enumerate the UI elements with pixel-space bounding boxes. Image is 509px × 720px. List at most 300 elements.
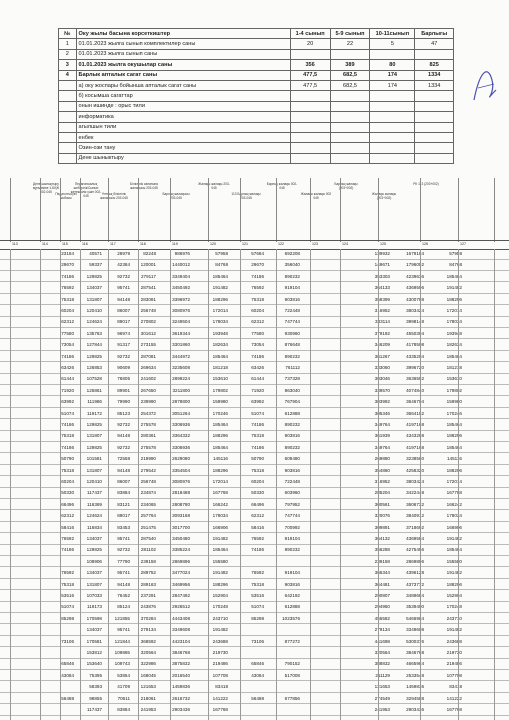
table-cell: 179802 (446, 387, 462, 393)
row-value (290, 91, 330, 101)
row-label: а) оку жоспары бойынша апталык сагат саны (76, 80, 290, 90)
table-cell: 243876 (140, 604, 156, 610)
header-c1: 1-4 сынып (290, 29, 330, 39)
table-cell: 4443408 (172, 615, 190, 621)
table-cell: 281102 (141, 547, 156, 553)
row-value (370, 49, 415, 59)
table-cell: 287540 (140, 536, 156, 541)
table-cell: 191482 (446, 570, 462, 576)
table-cell: 145116 (213, 456, 228, 462)
salary-grid (0, 249, 509, 720)
table-cell: 3846768 (406, 650, 424, 655)
row-value (330, 112, 370, 122)
table-cell: 4373772 (406, 581, 424, 587)
table-row (0, 557, 509, 568)
table-cell: 166242 (212, 501, 228, 507)
table-cell: 56488 (61, 695, 74, 701)
table-row (0, 295, 509, 306)
row-label: б) косымша сагаттар (76, 91, 290, 101)
summary-table (58, 28, 454, 164)
row-label: 01.01.2023 жылга сынып комплектилер саны (76, 39, 290, 49)
table-cell: 62312 (61, 513, 74, 519)
row-num (59, 101, 77, 111)
table-row (0, 454, 509, 465)
table-cell: 94148 (117, 581, 130, 587)
row-num (59, 132, 77, 142)
table-cell: 71920 (61, 387, 74, 393)
table-cell: 4343268 (406, 433, 424, 439)
table-cell: 3306936 (172, 444, 190, 450)
table-cell: 170246 (212, 410, 228, 416)
table-cell: 120001 (140, 262, 156, 268)
table-cell: 1440012 (172, 262, 190, 268)
table-cell: 3803424 (406, 308, 424, 313)
table-cell: 117437 (87, 490, 102, 496)
row-value (330, 153, 370, 163)
table-cell: 77580 (61, 330, 74, 336)
table-cell: 339570 (374, 387, 390, 393)
table-cell: 170246 (446, 410, 462, 416)
row-value (330, 101, 370, 111)
column-header: Жалақы жалақы 002 045 (300, 192, 332, 200)
table-cell: 370284 (140, 615, 156, 621)
table-cell: 96974 (117, 330, 130, 336)
table-cell: 1459836 (172, 684, 190, 690)
table-cell: 218061 (140, 695, 156, 701)
row-num (59, 143, 77, 153)
table-cell: 930960 (284, 330, 300, 336)
table-cell: 57958 (215, 251, 228, 256)
table-cell: 353303 (374, 273, 390, 279)
table-cell: 75318 (251, 433, 264, 439)
table-row (0, 329, 509, 340)
table-cell: 256748 (140, 308, 156, 313)
summary-row (59, 80, 454, 90)
table-cell: 141222 (446, 695, 462, 701)
table-cell: 63992 (61, 399, 74, 405)
table-cell: 309891 (374, 524, 390, 530)
table-row (0, 443, 509, 454)
table-cell: 283081 (140, 296, 156, 302)
row-value (370, 91, 415, 101)
grid-divider (378, 249, 379, 720)
table-cell: 239158 (140, 558, 156, 564)
table-cell: 188296 (212, 296, 228, 302)
signature-mark (470, 60, 500, 110)
table-cell: 349764 (374, 444, 390, 450)
table-cell: 2847492 (172, 593, 190, 598)
column-number: 115 (62, 242, 68, 246)
table-cell: 41709 (117, 684, 130, 690)
table-cell: 3840912 (406, 513, 424, 519)
table-cell: 135763 (86, 330, 102, 336)
header-divider (60, 178, 61, 242)
table-cell: 131807 (86, 467, 102, 473)
table-cell: 74186 (61, 273, 74, 279)
table-cell: 63426 (251, 365, 264, 370)
table-cell: 95741 (117, 627, 130, 633)
column-header: Педагогтың өз жобасы (55, 192, 77, 200)
table-cell: 3606732 (406, 501, 424, 507)
summary-row (59, 122, 454, 132)
table-cell: 167768 (212, 490, 228, 496)
table-cell: 903816 (284, 581, 300, 587)
table-cell: 116834 (87, 524, 102, 530)
table-cell: 5300376 (406, 638, 424, 644)
table-cell: 181218 (212, 365, 228, 370)
table-cell: 82248 (143, 251, 156, 256)
table-cell: 3238560 (406, 456, 424, 462)
table-cell: 3422448 (406, 490, 424, 496)
table-row (0, 614, 509, 625)
table-cell: 107528 (86, 376, 102, 382)
table-cell: 300561 (374, 501, 390, 507)
table-cell: 83418 (215, 684, 228, 690)
table-cell: 57684 (251, 251, 264, 256)
table-cell: 3354504 (172, 467, 190, 473)
row-value: 825 (415, 60, 454, 70)
table-cell: 98855 (89, 695, 102, 701)
table-cell: 119172 (87, 410, 102, 416)
table-cell: 127844 (86, 342, 102, 348)
table-row (0, 420, 509, 431)
table-cell: 722448 (284, 479, 300, 484)
table-cell: 3301860 (172, 342, 190, 348)
table-cell: 4239636 (406, 273, 424, 279)
table-cell: 241953 (140, 707, 156, 712)
header-divider (138, 178, 139, 242)
table-cell: 94148 (117, 433, 130, 439)
table-cell: 129825 (86, 547, 102, 553)
table-cell: 2616732 (172, 695, 190, 701)
table-cell: 85298 (251, 615, 264, 621)
table-cell: 3080976 (172, 308, 190, 313)
table-cell: 455582 (374, 615, 390, 621)
table-cell: 747744 (284, 513, 300, 519)
table-cell: 185464 (446, 444, 462, 450)
table-cell: 219486 (212, 661, 228, 667)
table-cell: 179802 (212, 387, 228, 393)
row-value: 20 (290, 39, 330, 49)
table-cell: 388832 (374, 661, 390, 667)
grid-divider (494, 249, 495, 720)
table-cell: 107033 (86, 593, 102, 598)
table-cell: 63992 (251, 399, 264, 405)
table-cell: 83884 (117, 490, 130, 496)
table-cell: 58393 (89, 684, 102, 690)
table-cell: 237291 (140, 593, 156, 598)
header-divider (208, 178, 209, 242)
table-cell: 76805 (117, 376, 130, 382)
table-row (0, 568, 509, 579)
table-cell: 134037 (86, 285, 102, 291)
table-cell: 188296 (212, 433, 228, 439)
row-value (415, 112, 454, 122)
table-cell: 76592 (251, 570, 264, 576)
grid-divider (80, 249, 81, 720)
table-cell: 919104 (284, 570, 300, 576)
column-number: 114 (42, 242, 48, 246)
column-header: Барлық жалақы (203+002) (334, 182, 358, 190)
column-header: Жалақы жалақы (203+002) (371, 192, 397, 200)
table-cell: 2869896 (406, 558, 424, 564)
header-divider (494, 178, 495, 242)
table-cell: 76592 (251, 285, 264, 291)
table-cell: 120410 (86, 479, 102, 484)
table-row (0, 580, 509, 591)
table-cell: 700992 (284, 524, 300, 530)
table-cell: 149671 (374, 262, 390, 268)
table-cell: 119173 (87, 604, 102, 610)
table-cell: 56488 (251, 695, 264, 701)
table-cell: 76592 (61, 570, 74, 576)
table-cell: 356040 (284, 262, 300, 268)
table-cell: 73106 (61, 638, 74, 644)
header-label: Оку жылы басына корсеткиштер (76, 29, 290, 39)
table-cell: 131807 (86, 433, 102, 439)
table-cell: 986976 (174, 251, 190, 256)
column-number: 127 (460, 242, 466, 246)
table-cell: 368592 (140, 638, 156, 644)
table-cell: 61444 (251, 376, 264, 382)
column-number: 117 (110, 242, 116, 246)
table-cell: 172014 (212, 479, 228, 484)
table-cell: 129825 (86, 353, 102, 359)
row-label: 01.01.2023 жылга окушылар саны (76, 60, 290, 70)
row-value (290, 101, 330, 111)
table-cell: 60204 (61, 308, 74, 313)
row-value: 682,5 (330, 80, 370, 90)
summary-row (59, 39, 454, 49)
table-cell: 316952 (374, 308, 390, 313)
table-cell: 107708 (446, 672, 462, 678)
table-cell: 75318 (61, 296, 74, 302)
table-row (0, 386, 509, 397)
table-cell: 134037 (86, 536, 102, 541)
table-cell: 3996720 (406, 365, 424, 370)
table-cell: 182634 (212, 342, 228, 348)
table-cell: 108906 (86, 558, 102, 564)
table-cell: 185464 (212, 444, 228, 450)
row-label: агылшын тили (76, 122, 290, 132)
table-cell: 66496 (61, 501, 74, 507)
row-value: 80 (370, 60, 415, 70)
row-value (415, 153, 454, 163)
table-cell: 3093168 (172, 513, 190, 519)
table-cell: 109865 (114, 650, 130, 655)
table-cell: 62312 (251, 513, 264, 519)
row-value: 682,5 (330, 70, 370, 80)
table-row (0, 694, 509, 705)
row-value: 1334 (415, 80, 454, 90)
table-cell: 279134 (374, 627, 390, 633)
table-cell: 121653 (140, 684, 156, 690)
table-cell: 188296 (446, 433, 462, 439)
table-cell: 4396128 (406, 570, 424, 576)
table-cell: 3646704 (406, 399, 424, 405)
table-cell: 269880 (374, 456, 390, 462)
row-num (59, 153, 77, 163)
column-header: 113 Барлық жалақы 203-045 (231, 192, 261, 200)
table-cell: 185464 (212, 547, 228, 553)
row-value (290, 49, 330, 59)
header-divider (108, 178, 109, 242)
table-cell: 76592 (61, 285, 74, 291)
table-cell: 269634 (140, 365, 156, 370)
table-cell: 121653 (374, 684, 390, 690)
table-cell: 333060 (374, 365, 390, 370)
table-cell: 191482 (212, 627, 228, 633)
table-cell: 876648 (284, 342, 300, 348)
table-cell: 75318 (251, 296, 264, 302)
table-cell: 60204 (61, 479, 74, 484)
table-cell: 1459836 (406, 684, 424, 690)
summary-row (59, 60, 454, 70)
grid-divider (420, 249, 421, 720)
table-cell: 191482 (212, 570, 228, 576)
header-divider (378, 178, 379, 242)
row-num (59, 91, 77, 101)
column-header: Педагогикалық шеберлік/Сынып жетекшілік үшін 002-045 (70, 182, 102, 198)
grid-divider (276, 249, 277, 720)
table-cell: 3306936 (172, 422, 190, 427)
row-num: 2 (59, 49, 77, 59)
table-cell: 609480 (284, 456, 300, 462)
table-cell: 3249504 (172, 319, 190, 325)
table-cell: 333114 (375, 319, 390, 325)
summary-row (59, 153, 454, 163)
table-row (0, 431, 509, 442)
table-cell: 117437 (87, 707, 102, 712)
table-cell: 2533548 (406, 672, 424, 678)
table-row (0, 488, 509, 499)
table-cell: 178034 (212, 513, 228, 519)
table-cell: 129825 (86, 444, 102, 450)
table-cell: 211129 (375, 672, 390, 678)
table-cell: 53516 (251, 593, 264, 598)
table-cell: 90609 (117, 365, 130, 370)
table-row (0, 397, 509, 408)
table-cell: 141222 (212, 695, 228, 701)
table-cell: 185464 (212, 422, 228, 427)
table-cell: 3875832 (172, 661, 190, 667)
table-cell: 289163 (140, 581, 156, 587)
table-cell: 111986 (87, 399, 102, 405)
table-cell: 3080976 (172, 479, 190, 484)
table-cell: 677856 (284, 695, 300, 701)
table-cell: 251475 (140, 524, 156, 530)
row-num: 4 (59, 70, 77, 80)
table-cell: 166906 (446, 524, 462, 530)
table-row (0, 466, 509, 477)
table-row (0, 409, 509, 420)
grid-divider (138, 249, 139, 720)
grid-divider (60, 249, 61, 720)
header-c2: 5-9 сынып (330, 29, 370, 39)
table-cell: 29670 (251, 262, 264, 268)
header-divider (310, 178, 311, 242)
row-value (330, 122, 370, 132)
table-cell: 3385224 (172, 547, 190, 553)
table-cell: 153812 (86, 650, 102, 655)
table-cell: 722448 (284, 308, 300, 313)
table-cell: 3619344 (172, 330, 190, 336)
table-cell: 919104 (284, 285, 300, 291)
table-cell: 84768 (215, 262, 228, 268)
table-cell: 188296 (446, 581, 462, 587)
table-cell: 4197168 (406, 422, 424, 427)
table-cell: 4275456 (406, 547, 424, 553)
table-row (0, 352, 509, 363)
table-cell: 3349404 (172, 273, 190, 279)
table-cell: 257764 (140, 513, 156, 519)
table-cell: 903816 (284, 433, 300, 439)
row-value: 47 (415, 39, 454, 49)
table-cell: 346209 (374, 342, 390, 348)
column-number: 119 (172, 242, 178, 246)
table-cell: 243688 (446, 638, 462, 644)
table-cell: 126853 (86, 365, 102, 370)
table-cell: 75395 (89, 672, 102, 678)
table-cell: 101581 (86, 456, 102, 462)
row-value (370, 101, 415, 111)
row-value (415, 143, 454, 153)
table-cell: 3349608 (406, 627, 424, 633)
table-cell: 241602 (140, 376, 156, 382)
table-cell: 903816 (284, 467, 300, 473)
table-cell: 74186 (61, 422, 74, 427)
table-cell: 4178508 (406, 342, 424, 348)
row-num (59, 122, 77, 132)
table-cell: 76592 (61, 536, 74, 541)
table-cell: 51074 (251, 410, 264, 416)
table-cell: 75318 (251, 467, 264, 473)
table-cell: 50790 (61, 456, 74, 462)
row-value (415, 132, 454, 142)
row-value: 389 (330, 60, 370, 70)
table-cell: 50330 (61, 490, 74, 496)
table-cell: 2926512 (172, 604, 190, 610)
table-row (0, 648, 509, 659)
column-number: 120 (210, 242, 216, 246)
table-cell: 170248 (446, 604, 462, 610)
table-cell: 1796052 (406, 262, 424, 268)
table-cell: 40571 (89, 251, 102, 256)
grid-divider (458, 249, 459, 720)
table-cell: 59337 (89, 262, 102, 268)
row-num (59, 112, 77, 122)
column-header: Дене шынықтыру мұғаліміне 1-БҚЖ 002-045 (32, 182, 60, 194)
table-cell: 172014 (212, 308, 228, 313)
table-cell: 185464 (446, 547, 462, 553)
table-row (0, 682, 509, 693)
table-cell: 185464 (446, 273, 462, 279)
table-cell: 642192 (284, 593, 300, 598)
table-cell: 294950 (374, 604, 390, 610)
table-cell: 441698 (374, 638, 390, 644)
table-cell: 4300788 (406, 296, 424, 302)
table-cell: 790152 (284, 661, 300, 667)
summary-row (59, 70, 454, 80)
table-cell: 167768 (446, 707, 462, 712)
table-cell: 77580 (251, 330, 264, 336)
row-value: 1334 (415, 70, 454, 80)
column-header: Барлық жалақы 002-045 (266, 182, 298, 190)
table-cell: 125861 (86, 387, 102, 393)
column-header: Жалақы жалақы 203-045 (198, 182, 230, 190)
table-cell: 903816 (284, 296, 300, 302)
table-cell: 287081 (140, 353, 156, 359)
